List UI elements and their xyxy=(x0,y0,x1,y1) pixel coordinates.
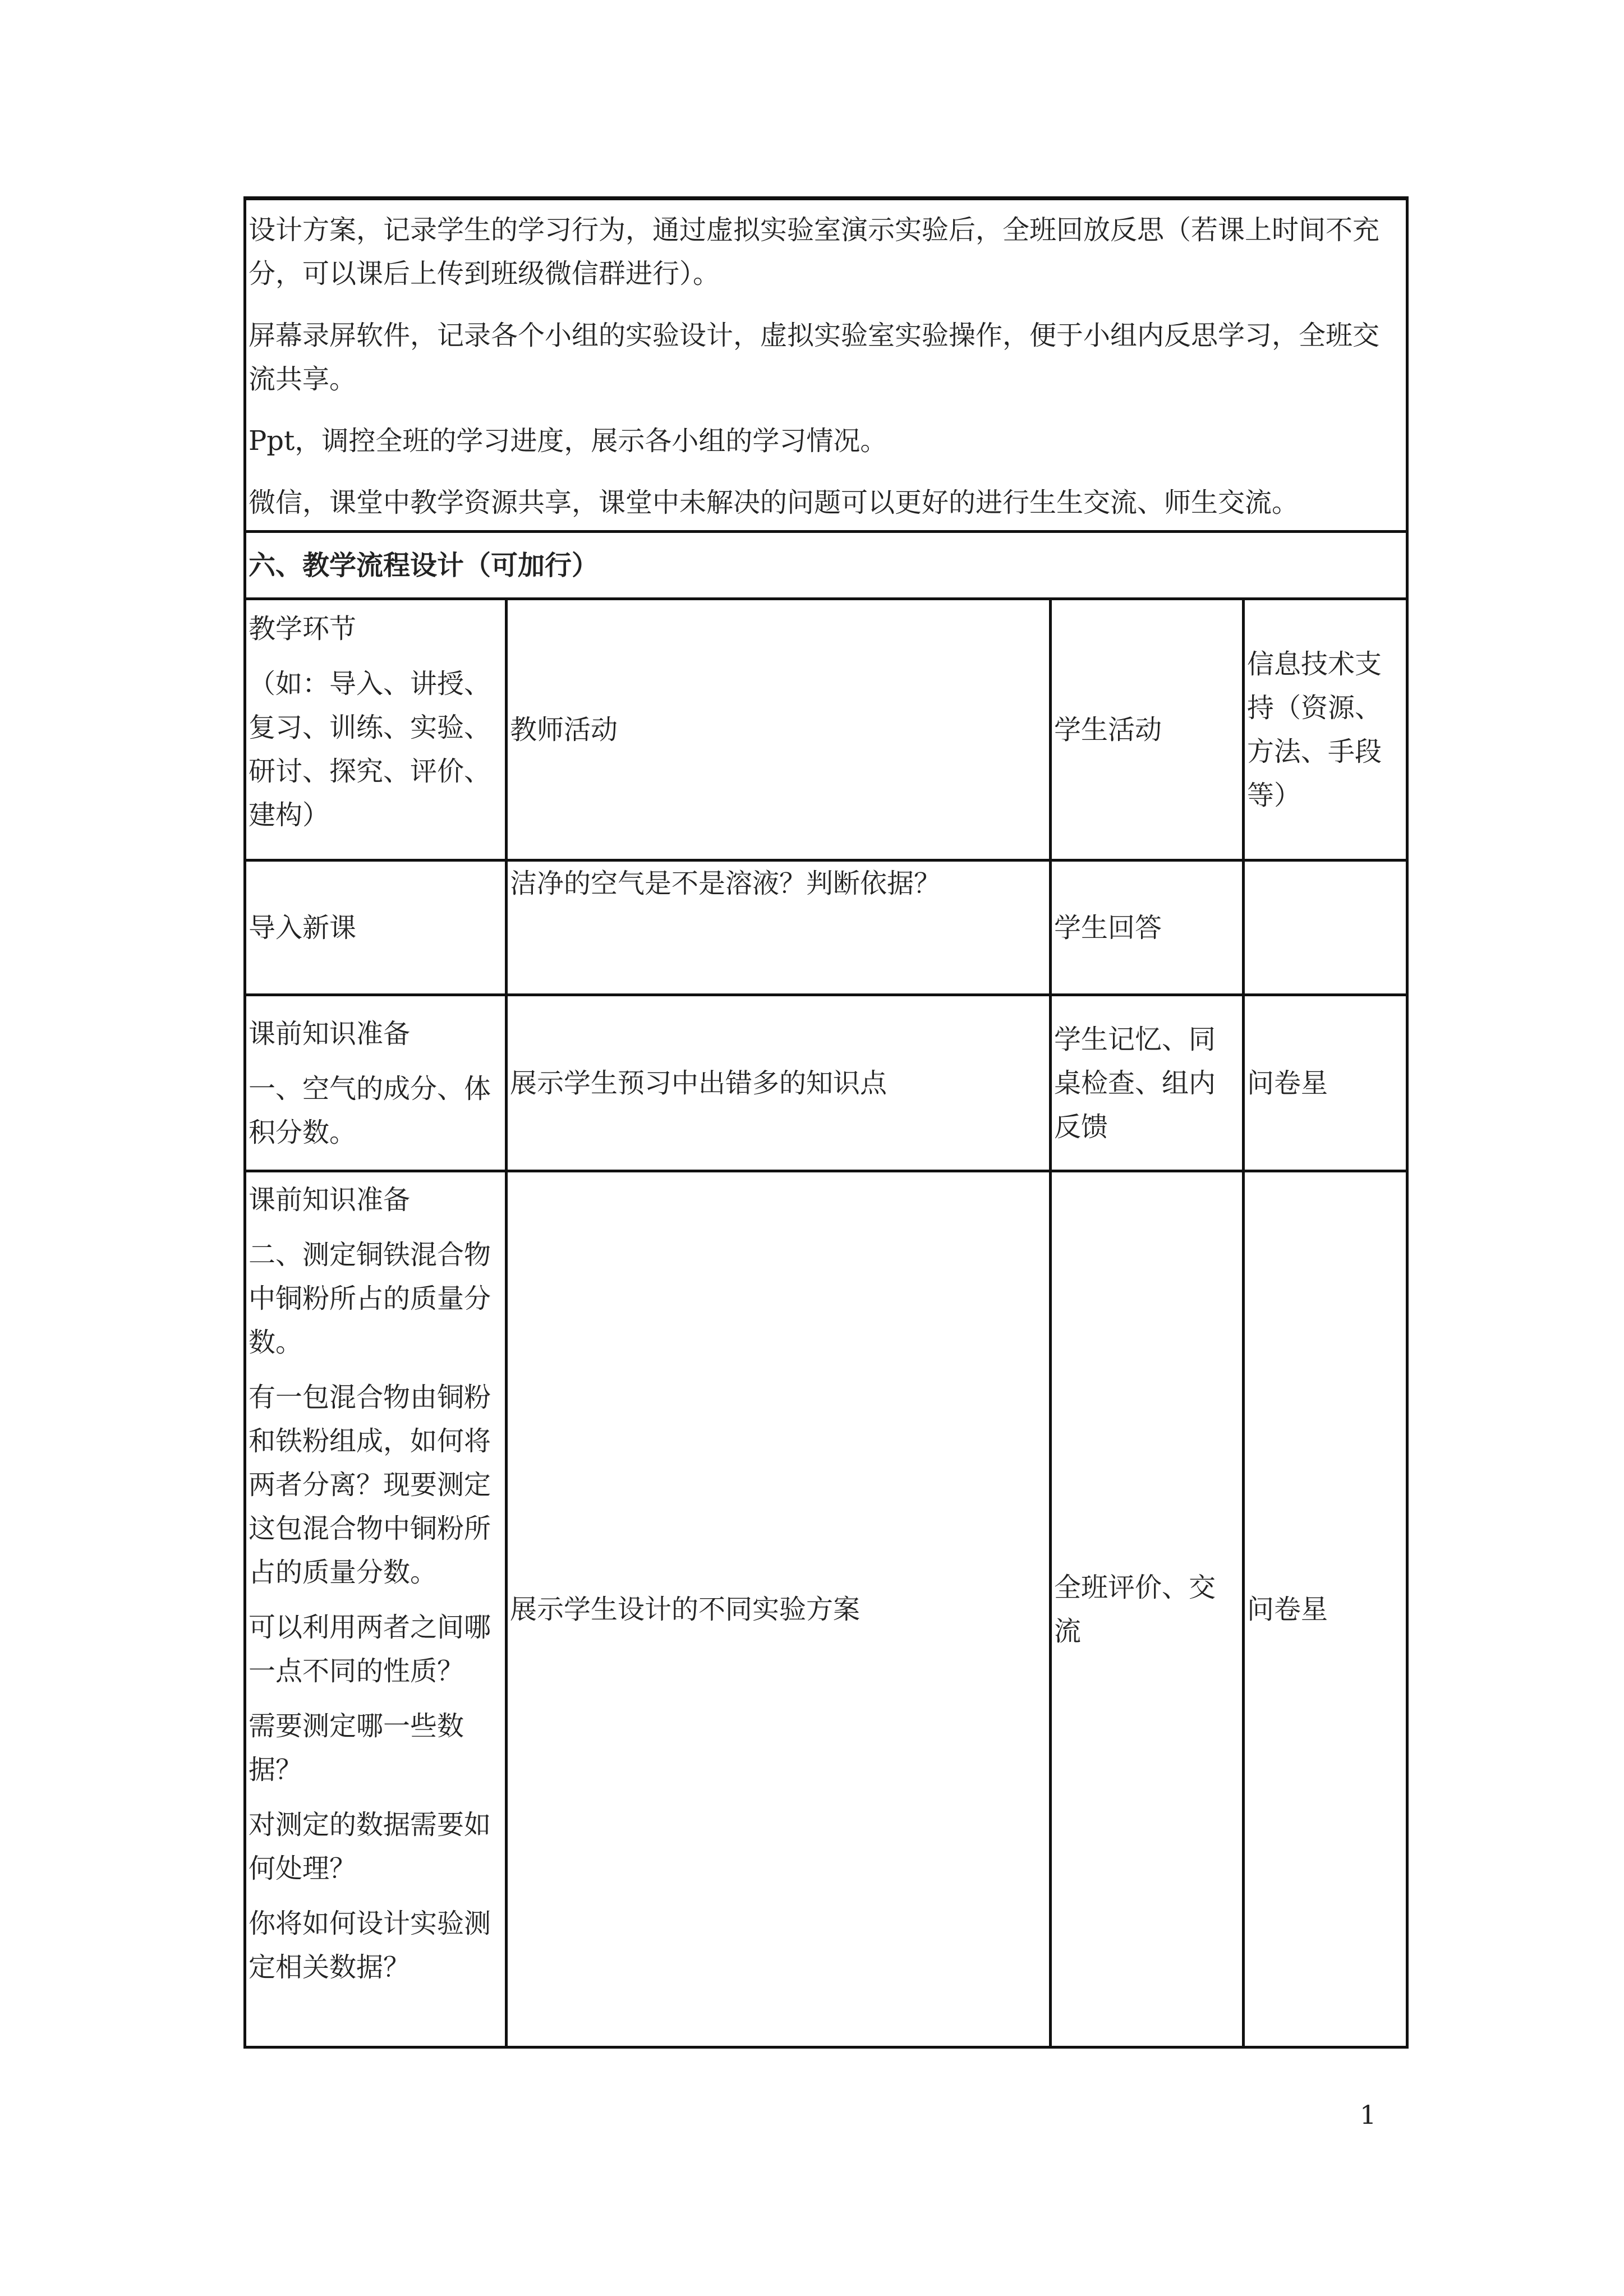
stage-text: 有一包混合物由铜粉和铁粉组成，如何将两者分离？现要测定这包混合物中铜粉所占的质量分数。 xyxy=(249,1382,491,1588)
stage-text: 你将如何设计实验测定相关数据？ xyxy=(249,1908,491,1983)
header-row xyxy=(245,599,1407,861)
header-student: 学生活动 xyxy=(1051,599,1244,861)
header-stage-title: 教学环节 xyxy=(249,613,357,645)
student-activity: 全班评价、交流 xyxy=(1051,1171,1244,2047)
stage-text: 一、空气的成分、体积分数。 xyxy=(249,1073,491,1148)
table-row xyxy=(245,1171,1407,2047)
stage-text: 课前知识准备 xyxy=(249,1184,411,1216)
stage-text: 课前知识准备 xyxy=(249,1018,411,1050)
stage-text: 二、测定铜铁混合物中铜粉所占的质量分数。 xyxy=(249,1239,491,1358)
lesson-plan-table xyxy=(243,196,1409,2049)
header-teacher: 教师活动 xyxy=(507,599,1051,861)
stage-text: 导入新课 xyxy=(249,912,357,944)
tech-support: 问卷星 xyxy=(1244,995,1407,1171)
page-number: 1 xyxy=(1360,2100,1377,2130)
student-activity: 学生记忆、同桌检查、组内反馈 xyxy=(1051,995,1244,1171)
header-stage-note: （如：导入、讲授、复习、训练、实验、研讨、探究、评价、建构） xyxy=(249,668,491,831)
table-row xyxy=(245,995,1407,1171)
section-row xyxy=(245,532,1407,599)
teacher-activity: 展示学生预习中出错多的知识点 xyxy=(507,995,1051,1171)
table-row xyxy=(245,861,1407,995)
tech-tools-cell xyxy=(245,199,1407,532)
stage-cell xyxy=(245,995,507,1171)
stage-text: 对测定的数据需要如何处理？ xyxy=(249,1809,491,1884)
stage-cell xyxy=(245,1171,507,2047)
intro-paragraph: 微信，课堂中教学资源共享，课堂中未解决的问题可以更好的进行生生交流、师生交流。 xyxy=(249,487,1299,518)
teacher-activity: 洁净的空气是不是溶液？判断依据？ xyxy=(507,861,1051,995)
section-title: 六、教学流程设计（可加行） xyxy=(245,532,1407,599)
intro-paragraph: 屏幕录屏软件，记录各个小组的实验设计，虚拟实验室实验操作，便于小组内反思学习，全班交流共享。 xyxy=(249,320,1380,395)
stage-text: 需要测定哪一些数据？ xyxy=(249,1710,464,1786)
intro-row xyxy=(245,199,1407,532)
intro-paragraph: 设计方案，记录学生的学习行为，通过虚拟实验室演示实验后，全班回放反思（若课上时间不充分，可以课后上传到班级微信群进行）。 xyxy=(249,214,1380,289)
intro-paragraph: Ppt，调控全班的学习进度，展示各小组的学习情况。 xyxy=(249,425,887,457)
header-tech: 信息技术支持（资源、方法、手段等） xyxy=(1244,599,1407,861)
teacher-activity: 展示学生设计的不同实验方案 xyxy=(507,1171,1051,2047)
tech-support xyxy=(1244,861,1407,995)
tech-support: 问卷星 xyxy=(1244,1171,1407,2047)
header-stage-cell xyxy=(245,599,507,861)
stage-cell xyxy=(245,861,507,995)
student-activity: 学生回答 xyxy=(1051,861,1244,995)
stage-text: 可以利用两者之间哪一点不同的性质？ xyxy=(249,1612,491,1687)
